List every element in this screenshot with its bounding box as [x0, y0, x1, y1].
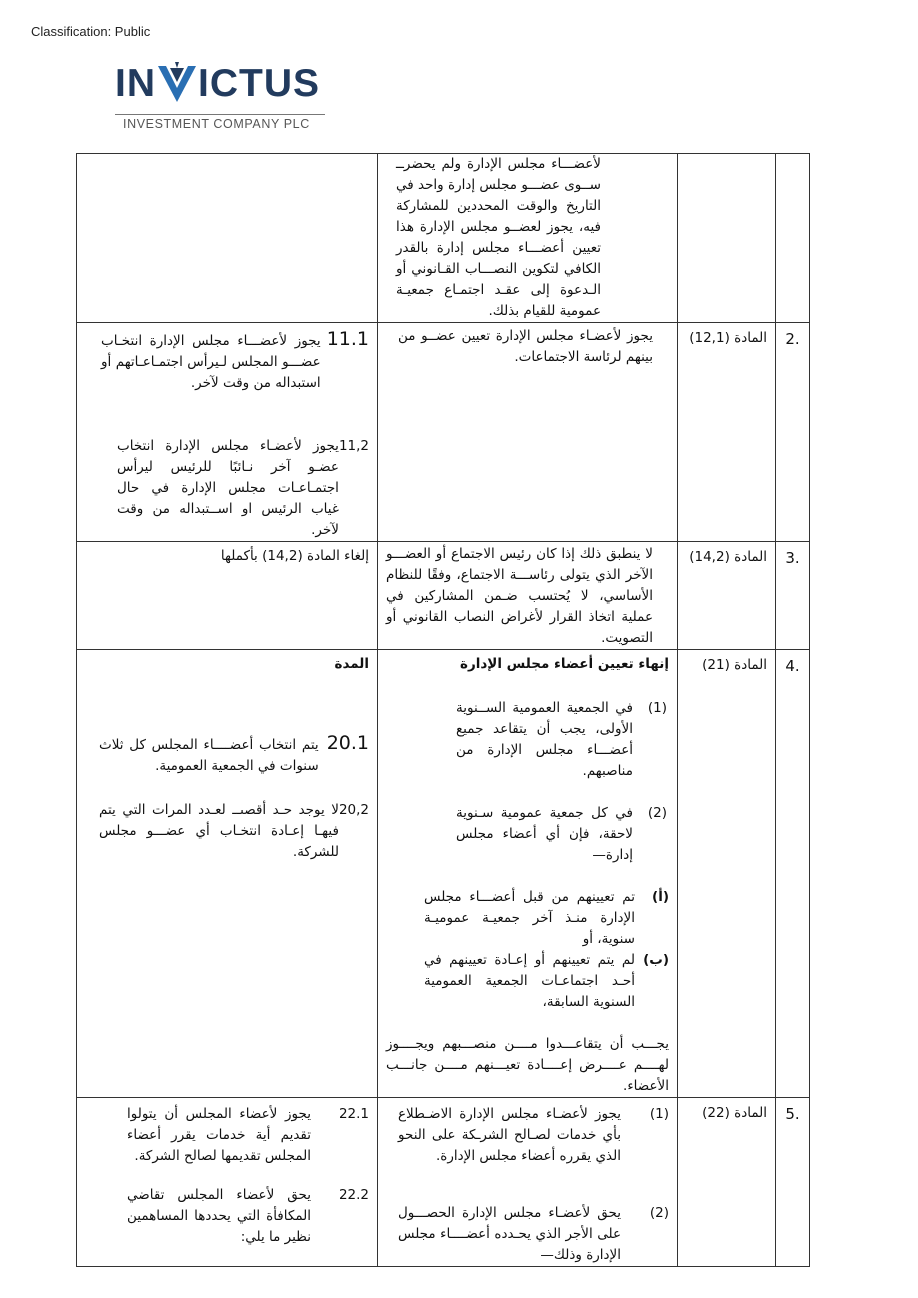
current-text: لأعضـــاء مجلس الإدارة ولم يحضرــ ســوى عضـــو مجلس إدارة واحد في التاريخ والوقت المحددين للمشاركة فيه، يجوز لعضــو مجلس الإدارة هذا تعيين أعضـــاء مجلس إدارة بالقدر الكافي لتكوين النصـــاب القـانوني أو الـدعوة إلى عقـد اجتمـاع جمعيـة عمومية للقيام بذلك.	[396, 156, 601, 319]
clause-text: يحق لأعضاء المجلس تقاضي المكافأة التي يحددها المساهمين نظير ما يلي:	[127, 1187, 311, 1245]
clause-number: 11,2	[338, 438, 369, 454]
current-clause	[386, 803, 669, 866]
current-text-cell	[378, 323, 678, 542]
current-subclause	[386, 887, 669, 950]
clause-number: (1)	[649, 1106, 669, 1122]
clause-number: 20.1	[326, 732, 369, 754]
proposed-text-cell	[77, 542, 378, 650]
clause-number: (2)	[647, 805, 667, 821]
article-cell: المادة (14,2)	[678, 542, 776, 650]
logo-wordmark	[115, 62, 330, 104]
table-row	[77, 1098, 810, 1267]
proposed-clause	[99, 733, 369, 777]
article-cell: المادة (12,1)	[678, 323, 776, 542]
current-closing: يجـــب أن يتقاعـــدوا مــــن منصـــبهم ويجــــوز لهــــم عــــرض إعــــادة تعيـــنهم مــــن جانـــب الأعضاء.	[386, 1036, 669, 1094]
current-text-cell	[378, 1098, 678, 1267]
current-text: يجوز لأعضـاء مجلس الإدارة تعيين عضــو من بينهم لرئاسة الاجتماعات.	[398, 328, 653, 365]
clause-text: في كل جمعية عمومية سـنوية لاحقة، فإن أي أعضاء مجلس إدارة—	[456, 805, 633, 863]
clause-text: لم يتم تعيينهم أو إعـادة تعيينهم في أحـد اجتماعـات الجمعية العمومية السنوية السابقة،	[424, 952, 635, 1010]
row-number-cell	[776, 154, 810, 323]
current-text-cell	[378, 542, 678, 650]
proposed-heading: المدة	[334, 656, 369, 672]
logo-divider	[115, 114, 325, 115]
clause-text: يحق لأعضـاء مجلس الإدارة الحصـــول على الأجر الذي يحـدده أعضــــاء مجلس الإدارة وذلك—	[398, 1205, 621, 1263]
amendments-table	[76, 153, 810, 1267]
current-clause	[398, 1104, 669, 1167]
clause-number: (أ)	[652, 889, 669, 905]
clause-text: في الجمعية العمومية الســنوية الأولى، يجب أن يتقاعد جميع أعضـــاء مجلس الإدارة من مناصبهم.	[456, 700, 633, 779]
proposed-text: إلغاء المادة (14,2) بأكملها	[220, 548, 369, 564]
current-text: لا ينطبق ذلك إذا كان رئيس الاجتماع أو العضـــو الآخر الذي يتولى رئاســـة الاجتماع، وفقًا للنظام الأساسي، لا يُحتسب ضـمن المشاركين في عملية اتخاذ القرار لأغراض النصاب القانوني أو التصويت.	[386, 546, 653, 646]
row-number-cell: .4	[776, 650, 810, 1098]
logo-subtitle: INVESTMENT COMPANY PLC	[123, 117, 310, 131]
proposed-clause	[101, 436, 369, 541]
current-heading: إنهاء تعيين أعضاء مجلس الإدارة	[459, 656, 669, 672]
article-cell: المادة (21)	[678, 650, 776, 1098]
clause-number: 20,2	[338, 802, 369, 818]
proposed-clause	[99, 800, 369, 863]
clause-number: (2)	[649, 1205, 669, 1221]
row-number-cell: .3	[776, 542, 810, 650]
classification-label: Classification: Public	[31, 24, 151, 39]
company-logo	[115, 62, 330, 134]
clause-number: (ب)	[643, 952, 669, 968]
clause-number: 22.1	[338, 1106, 369, 1122]
row-number-cell: .2	[776, 323, 810, 542]
clause-text: يتم انتخاب أعضــــاء المجلس كل ثلاث سنوات في الجمعية العمومية.	[99, 737, 319, 774]
clause-text: يجوز لأعضاء المجلس أن يتولوا تقديم أية خدمات يقرر أعضاء المجلس تقديمها لصالح الشركة.	[127, 1106, 311, 1164]
article-cell: المادة (22)	[678, 1098, 776, 1267]
table-row	[77, 323, 810, 542]
table-row	[77, 542, 810, 650]
proposed-text-cell	[77, 323, 378, 542]
clause-text: لا يوجد حـد أقصىــ لعـدد المرات التي يتم فيهـا إعـادة انتخـاب أي عضـــو مجلس للشركة.	[99, 802, 339, 860]
table-row	[77, 650, 810, 1098]
logo-v-mark	[157, 62, 197, 104]
row-number-cell: .5	[776, 1098, 810, 1267]
proposed-text-cell	[77, 154, 378, 323]
current-text-cell	[378, 154, 678, 323]
proposed-clause	[101, 329, 369, 394]
clause-number: (1)	[647, 700, 667, 716]
current-clause	[398, 1203, 669, 1266]
clause-text: يجوز لأعضـاء مجلس الإدارة انتخاب عضـو آخر نـائبًا للرئيس ليرأس اجتمـاعـات مجلس الإدارة في حال غياب الرئيس او اســتبداله من وقت لآخر.	[117, 438, 339, 538]
proposed-clause	[97, 1185, 369, 1248]
proposed-text-cell	[77, 650, 378, 1098]
clause-text: يجوز لأعضـاء مجلس الإدارة الاضـطلاع بأي خدمات لصـالح الشرـكة على النحو الذي يقرره أعضاء مجلس الإدارة.	[398, 1106, 621, 1164]
logo-name-left: IN	[115, 62, 156, 105]
clause-number: 22.2	[338, 1187, 369, 1203]
current-subclause	[386, 950, 669, 1013]
table-row	[77, 154, 810, 323]
clause-text: تم تعيينهم من قبل أعضـــاء مجلس الإدارة منـذ آخر جمعيـة عموميـة سنوية، أو	[424, 889, 635, 947]
current-text-cell	[378, 650, 678, 1098]
article-cell	[678, 154, 776, 323]
current-clause	[386, 698, 669, 782]
proposed-text-cell	[77, 1098, 378, 1267]
logo-name-right: ICTUS	[198, 62, 320, 105]
clause-number: 11.1	[326, 328, 369, 350]
proposed-clause	[97, 1104, 369, 1167]
clause-text: يجوز لأعضـــاء مجلس الإدارة انتخـاب عضـــو المجلس لـيرأس اجتمـاعـاتهم أو استبداله من وقت لآخر.	[101, 333, 321, 391]
